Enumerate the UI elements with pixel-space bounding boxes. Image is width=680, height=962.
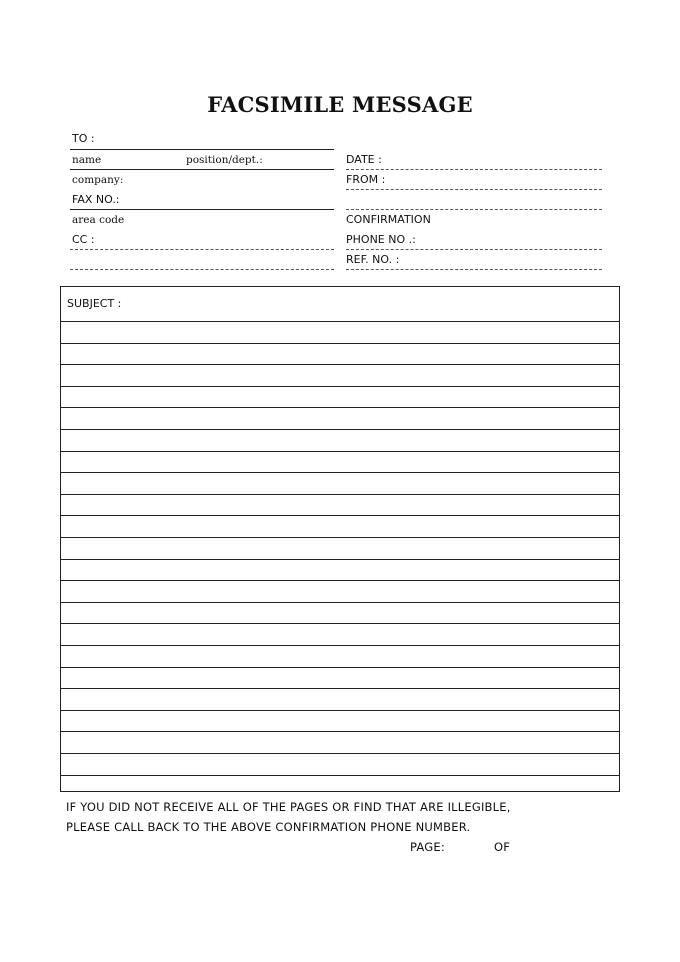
ref-no-label: REF. NO. : xyxy=(346,253,400,266)
message-ruled-line xyxy=(61,731,619,732)
message-ruled-line xyxy=(61,451,619,452)
document-title: FACSIMILE MESSAGE xyxy=(207,92,473,117)
message-ruled-line xyxy=(61,364,619,365)
fax-no-line xyxy=(70,209,334,210)
message-ruled-line xyxy=(61,472,619,473)
message-ruled-line xyxy=(61,537,619,538)
message-box[interactable] xyxy=(60,286,620,792)
message-ruled-line xyxy=(61,645,619,646)
page-label: PAGE: xyxy=(410,840,445,854)
confirmation-label: CONFIRMATION xyxy=(346,213,431,226)
date-line xyxy=(346,169,602,170)
cc-line xyxy=(70,249,334,250)
from-line xyxy=(346,189,602,190)
name-line xyxy=(70,169,334,170)
phone-no-label: PHONE NO .: xyxy=(346,233,416,246)
message-ruled-line xyxy=(61,321,619,322)
to-label: TO : xyxy=(72,132,95,145)
message-ruled-line xyxy=(61,710,619,711)
position-label: position/dept.: xyxy=(186,154,263,166)
message-ruled-line xyxy=(61,386,619,387)
message-ruled-line xyxy=(61,559,619,560)
cc-extra-line xyxy=(70,269,334,270)
message-ruled-line xyxy=(61,775,619,776)
message-ruled-line xyxy=(61,753,619,754)
message-ruled-line xyxy=(61,494,619,495)
area-code-label: area code xyxy=(72,214,125,226)
message-ruled-line xyxy=(61,623,619,624)
phone-no-line xyxy=(346,249,602,250)
footer-notice-line1: IF YOU DID NOT RECEIVE ALL OF THE PAGES OR FIND THAT ARE ILLEGIBLE, xyxy=(66,800,511,814)
from-label: FROM : xyxy=(346,173,386,186)
message-ruled-line xyxy=(61,580,619,581)
fax-no-label: FAX NO.: xyxy=(72,193,120,206)
subject-label: SUBJECT : xyxy=(67,297,122,310)
date-label: DATE : xyxy=(346,153,382,166)
message-ruled-line xyxy=(61,407,619,408)
from-extra-line xyxy=(346,209,602,210)
message-ruled-line xyxy=(61,602,619,603)
message-ruled-line xyxy=(61,515,619,516)
message-ruled-line xyxy=(61,667,619,668)
footer-notice-line2: PLEASE CALL BACK TO THE ABOVE CONFIRMATION PHONE NUMBER. xyxy=(66,820,471,834)
of-label: OF xyxy=(494,840,511,854)
message-ruled-line xyxy=(61,343,619,344)
ref-no-line xyxy=(346,269,602,270)
message-ruled-line xyxy=(61,688,619,689)
to-line xyxy=(70,149,334,150)
cc-label: CC : xyxy=(72,233,95,246)
company-label: company: xyxy=(72,174,124,186)
message-ruled-line xyxy=(61,429,619,430)
name-label: name xyxy=(72,154,102,166)
